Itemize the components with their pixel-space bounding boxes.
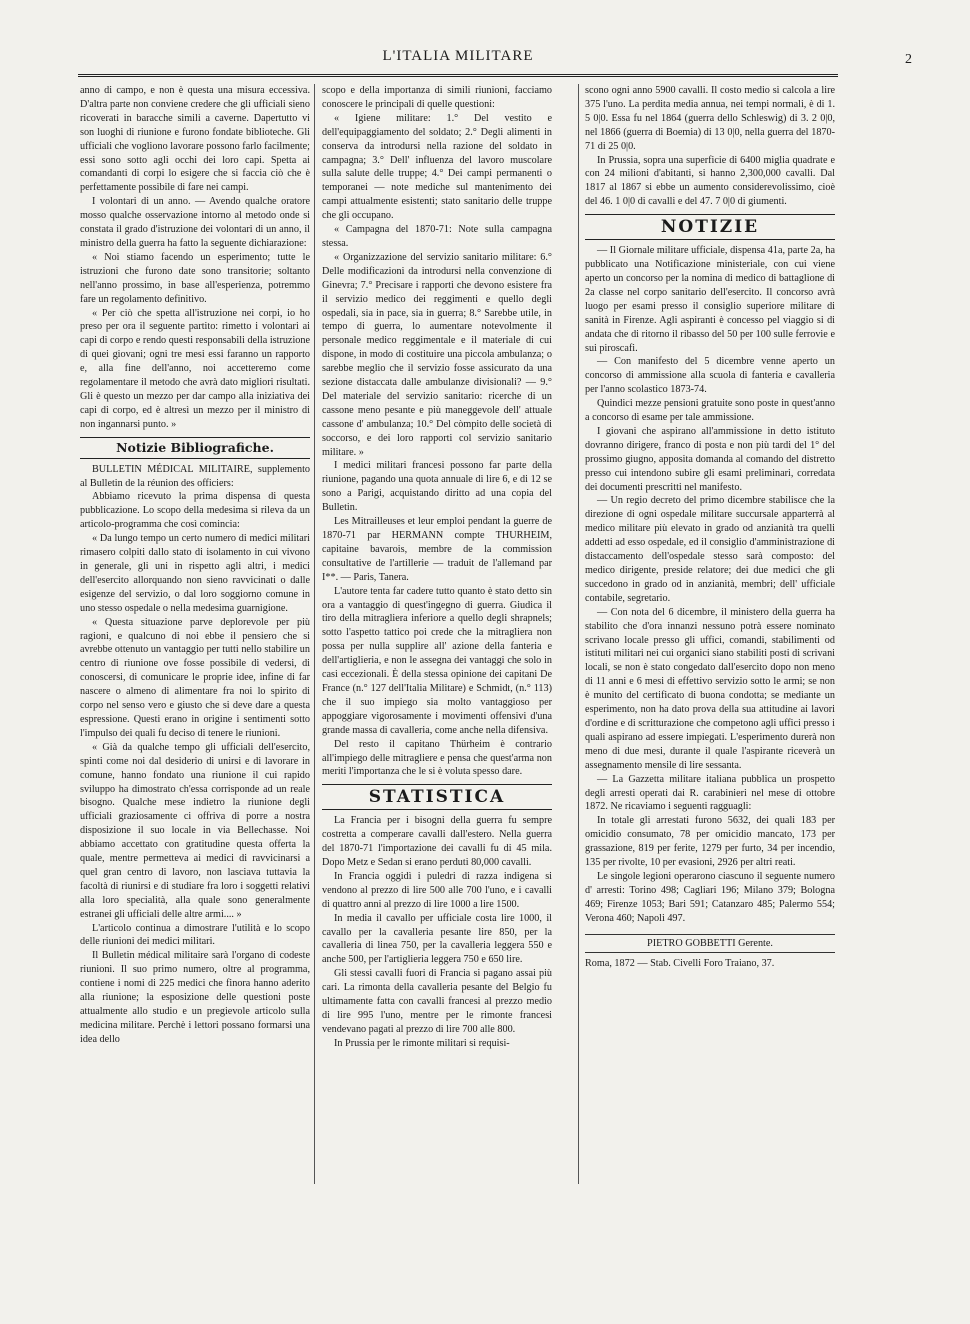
paragraph: La Francia per i bisogni della guerra fu sempre costretta a comperare cavalli dall'estero. Nella guerra del 1870-71 l'importazione dei cavalli fu di 45 mila. Dopo Metz e Sedan si erano perduti 80,000 cavalli.	[322, 815, 552, 869]
paragraph: Gli stessi cavalli fuori di Francia si pagano assai più cari. La rimonta della cavalleria pesante del Belgio fu ultimamente fatta con cavalli francesi al prezzo medio di lire 995 l'uno, mentre per le rimonte francesi vendevano pagati al prezzo di lire 700 alle 800.	[322, 968, 552, 1035]
paragraph: In Prussia, sopra una superficie di 6400 miglia quadrate e con 24 milioni d'abitanti, si hanno 2,300,000 cavalli. Dal 1817 al 1867 si ebbe un aumento considerevolissimo, cioè del 46. 1 0|0 di cavalli e del 47. 7 0|0 di giumenti.	[585, 154, 835, 208]
section-title-statistica: STATISTICA	[322, 784, 552, 810]
section-title-bibliografiche: Notizie Bibliografiche.	[80, 437, 310, 459]
paragraph: BULLETIN MÉDICAL MILITAIRE, supplemento al Bulletin de la réunion des officiers:	[80, 463, 310, 489]
paragraph: « Igiene militare: 1.° Del vestito e dell'equipaggiamento del soldato; 2.° Degli alimenti in conserva da introdursi nella razione del soldato in campagna; 3.° Dell' influenza del lavoro muscolare sulla salute delle truppe; 4.° Dei campi permanenti o temporanei — note mediche sul mantenimento dei campi attualmente esistenti; stato sanitario delle truppe che gli occupano.	[322, 112, 552, 222]
page-header: L'ITALIA MILITARE	[382, 48, 534, 64]
paragraph: — Il Giornale militare ufficiale, dispensa 41a, parte 2a, ha pubblicato una Notificazione ministeriale, con cui viene aperto un concorso per la nomina di medico di battaglione di 2a classe nel corpo sanitario dell'esercito. Il concorso avrà luogo per esami presso il consiglio superiore militare di sanità in Firenze. Agli aspiranti è concesso pel viaggio si di andata che di ritorno il ribasso del 50 per 100 sulle ferrovie e sui piroscafi.	[585, 245, 835, 354]
paragraph: L'articolo continua a dimostrare l'utilità e lo scopo delle riunioni dei medici militari.	[80, 922, 310, 948]
paragraph: « Già da qualche tempo gli ufficiali dell'esercito, spinti come noi dal desiderio di unirsi e di lavorare in comune, hanno fondato una riunione il cui rapido sviluppo ha dimostrato ch'essa corrisponde ad un reale bisogno. Qualche mese indietro la riunione degli ufficiali graziosamente ci offriva di porre a nostra disposizione il suo locale in via Bellechasse. Noi abbiamo accettato con gratitudine questa offerta la quale, mentre permetteva ai medici di ravvicinarsi a quel gran centro di lavoro, non lasciava tuttavia la facoltà di riunirsi e di studiare fra loro i soggetti relativi alla loro specialità, alla quale sono generalmente estranei gli ufficiali delle altre armi.... »	[80, 741, 310, 920]
paragraph: — Un regio decreto del primo dicembre stabilisce che la direzione di ogni ospedale militare succursale apparterrà al medico militare più elevato in grado od anzianità tra quelli addetti ad esso ospedale, ed il consiglio d'amministrazione di distaccamento dell'ospedale stesso sarà composto: del medico dirigente, preside relatore; dei due medici che gli succedono in grado od in anzianità, membri; dell' ufficiale contabile, segretario.	[585, 495, 835, 604]
imprint: Roma, 1872 — Stab. Civelli Foro Traiano, 37.	[585, 958, 775, 970]
paragraph: « Campagna del 1870-71: Note sulla campagna stessa.	[322, 224, 552, 249]
paragraph: scono ogni anno 5900 cavalli. Il costo medio si calcola a lire 375 l'uno. La perdita media annua, nei tempi normali, è di 1. 5 0|0. Essa fu nel 1864 (guerra dello Schleswig) di 3. 2 0|0, nel 1866 (guerra di Boemia) di 13 0|0, nella guerra del 1870-71 di 25 0|0.	[585, 85, 835, 152]
paragraph: « Questa situazione parve deplorevole per più ragioni, e qualcuno di noi ebbe il pensiero che si avrebbe ottenuto un vantaggio per tutti nello stabilire un centro di riunione ove fosse possibile di vedersi, di conoscersi, di comunicare le proprie idee, infine di far nascere o almeno di alimentare fra noi lo spirito di corpo nel senso vero e giusto che si deve dare a questa espressione. Questi erano in origine i sentimenti sotto l'impulso dei quali fu deciso di tenere le riunioni.	[80, 616, 310, 739]
page-number: 2	[905, 52, 912, 67]
column-3	[585, 84, 835, 1194]
paragraph: Les Mitrailleuses et leur emploi pendant la guerre de 1870-71 par HERMANN compte THURHEIM, capitaine bavarois, membre de la commission consultative de l'artillerie — traduit de l'allemand par I**. — Paris, Tanera.	[322, 516, 552, 583]
paragraph: I giovani che aspirano all'ammissione in detto istituto dovranno dirigere, franco di posta e non più tardi del 1° del prossimo giugno, apposita domanda al comando del distretto presso cui intendono subire gli esami preliminari, corredata dei documenti prescritti nel manifesto.	[585, 425, 835, 493]
paragraph: — La Gazzetta militare italiana pubblica un prospetto degli arresti operati dai R. carabinieri nel mese di ottobre 1872. Ne ricaviamo i seguenti ragguagli:	[585, 773, 835, 813]
column-rule	[314, 84, 315, 1184]
paragraph: anno di campo, e non è questa una misura eccessiva. D'altra parte non conviene credere che gli ufficiali sieno ricoverati in baracche simili a caverne. Dapertutto vi son luoghi di riunione e furono fondate biblioteche. Gli ufficiali che vogliono lavorare possono farlo facilmente; essi sono sotto agli occhi dei loro capi. Spetta ai comandanti di corpi lo esigere che si faccia ciò che è perfettamente possibile di fare nei campi.	[80, 85, 310, 194]
paragraph: Il Bulletin médical militaire sarà l'organo di codeste riunioni. Il suo primo numero, oltre al programma, contiene i nomi di 225 medici che finora hanno aderito alla riunione; la esposizione delle questioni poste attualmente allo studio e un pregievole articolo sulla medicina militare. Perchè i lettori possano formarsi una idea dello	[80, 950, 310, 1045]
paragraph: Abbiamo ricevuto la prima dispensa di questa pubblicazione. Lo scopo della medesima si rileva da un articolo-programma che così comincia:	[80, 491, 310, 531]
paragraph: L'autore tenta far cadere tutto quanto è stato detto sin ora a vantaggio di quest'ingegno di guerra. Giudica il tiro della mitragliera inferiore a quello degli shrapnels; sotto l'aspetto tattico poi crede che la mitragliera non possa per nulla supplire all' azione della fanteria e dell'artiglieria, e non le assegna dei vantaggi che solo in casi eccezionali. È della stessa opinione dei capitani De France (n.° 127 dell'Italia Militare) e Schmidt, (n.° 113) che il suo impiego sia molto vantaggioso per appoggiare vigorosamente i movimenti offensivi d'una grande massa di cavalleria, come anche nella difensiva.	[322, 585, 552, 736]
paragraph: « Da lungo tempo un certo numero di medici militari rimasero colpiti dallo stato di isolamento in cui vivono in generale, gli uni in rispetto agli altri, i medici dell'esercito allorquando non sieno ravvicinati o dalle esigenze del servizio, o dal loro soggiorno comune in uno stesso ospedale o nella medesima guarnigione.	[80, 533, 310, 614]
paragraph: Quindici mezze pensioni gratuite sono poste in quest'anno a concorso di esame per tale ammissione.	[585, 398, 835, 424]
paragraph: « Noi stiamo facendo un esperimento; tutte le istruzioni che furono date sono transitorie; soltanto nell'anno prossimo, in base all'esperienza, potremmo fare un regolamento definitivo.	[80, 251, 310, 305]
paragraph: In Francia oggidì i puledri di razza indigena si vendono al prezzo di lire 500 alle 700 l'uno, e i cavalli di quattro anni al prezzo di lire 1000 a lire 1500.	[322, 870, 552, 910]
paragraph: Le singole legioni operarono ciascuno il seguente numero d' arresti: Torino 498; Cagliari 196; Milano 379; Bologna 469; Firenze 1053; Bari 591; Catanzaro 485; Palermo 554; Verona 460; Napoli 497.	[585, 870, 835, 924]
paragraph: In media il cavallo per ufficiale costa lire 1000, il cavallo per la cavalleria pesante lire 850, per la cavalleria di linea 750, per la cavalleria leggera 550 e anche 500, per l'artiglieria leggera 750 e 650 lire.	[322, 912, 552, 966]
paragraph: In totale gli arrestati furono 5632, dei quali 183 per omicidio consumato, 78 per omicidio mancato, 173 per grassazione, 819 per ferite, 1279 per furto, 34 per incendio, 135 per rivolte, 10 per evasioni, 2926 per altri reati.	[585, 815, 835, 869]
paragraph: « Organizzazione del servizio sanitario militare: 6.° Delle modificazioni da introdursi nella convenzione di Ginevra; 7.° Precisare i rapporti che devono esistere fra il servizio medico dei reggimenti e quello degli ospedali, sia in pace, sia in guerra; 8.° Sarebbe utile, in tempo di guerra, lo aumentare notevolmente il personale medico reggimentale e il materiale di cui dispone, in modo di costituire una piccola ambulanza; o sarebbe meglio che il servizio fosse assicurato da una sezione distaccata dalle ambulanze divisionali? — 9.° Del materiale del servizio sanitario: ricerche di un cassone meno pesante e più maneggevole dell' attuale cassone d' ambulanza; 10.° Del còmpito delle società di soccorso, e dei loro rapporti col servizio sanitario militare. »	[322, 251, 552, 458]
paragraph: I medici militari francesi possono far parte della riunione, pagando una quota annuale di lire 6, e di 12 se sono a Parigi, acquistando diritto ad una copia del Bulletin.	[322, 460, 552, 514]
column-2	[322, 84, 552, 1194]
paragraph: In Prussia per le rimonte militari si requisi-	[334, 1037, 510, 1049]
column-rule	[578, 84, 579, 1184]
paragraph: Del resto il capitano Thürheim è contrario all'impiego delle mitragliere e pensa che quest'arma non meriti l'importanza che le si è voluta spesso dare.	[322, 738, 552, 778]
paragraph: scopo e della importanza di simili riunioni, facciamo conoscere le principali di quelle questioni:	[322, 85, 552, 110]
paragraph: I volontari di un anno. — Avendo qualche oratore mosso qualche osservazione intorno al metodo onde si constata il grado d'istruzione dei volontari di un anno, il ministro della guerra ha fatto la seguente dichiarazione:	[80, 196, 310, 249]
signature: PIETRO GOBBETTI Gerente.	[585, 934, 835, 954]
paragraph: — Con nota del 6 dicembre, il ministero della guerra ha stabilito che d'ora innanzi nessuno potrà essere nominato scrivano locale presso gli uffici, comandi, stabilimenti od istituti militari nei cui organici siano stabiliti posti di scrivani locali, se non è stato congedato dall'esercito dopo non meno di 11 anni e 6 mesi di effettivo servizio sotto le armi; se non è munito del certificato di buona condotta; se mediante un esperimento, non ha dato prova della sua attitudine ai lavori d'ordine e di scritturazione che competono agli uffici presso i quali aspirano ad essere impiegati. L'esperimento durerà non meno di due mesi, durante il quale l'aspirante riceverà un assegnamento mensile di lire sessanta.	[585, 606, 835, 771]
column-1	[80, 84, 310, 1194]
paragraph: — Con manifesto del 5 dicembre venne aperto un concorso di ammissione alla scuola di fanteria e cavalleria per l'anno scolastico 1873-74.	[585, 356, 835, 396]
section-title-notizie: NOTIZIE	[585, 214, 835, 240]
paragraph: « Per ciò che spetta all'istruzione nei corpi, io ho preso per ora il seguente partito: rimetto i volontari ai capi di corpo e rendo questi responsabili della istruzione di quei giovani; ogni tre mesi essi faranno un rapporto e, alla fine dell'anno, noi accetteremo come regolamentare il metodo che avrà dato migliori risultati. Gli è questo un mezzo per dar campo alla iniziativa dei capi di corpo, ed è altresì un mezzo per il ministro di non ingannarsi punto. »	[80, 307, 310, 430]
header-rule	[78, 74, 838, 77]
